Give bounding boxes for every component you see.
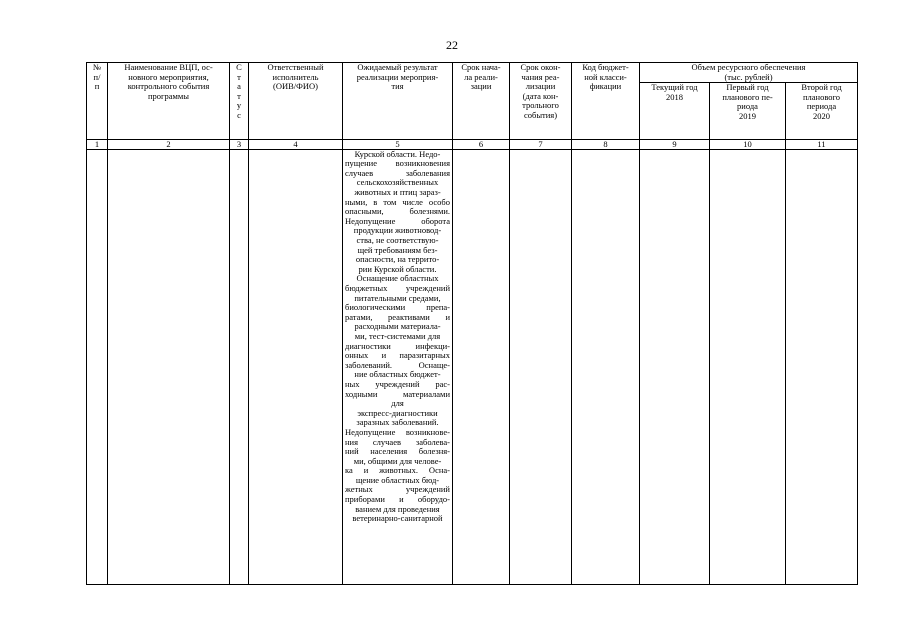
result-text-line: ми, тест-системами для [354, 330, 441, 341]
header-start-date: Срок нача- ла реали- зации [453, 63, 510, 140]
result-text-line: ветеринарно-санитарной [352, 513, 443, 524]
result-text-line: ратами, реактивами и [345, 311, 450, 322]
result-text-line: щей требованиям без- [357, 244, 438, 255]
column-number: 8 [572, 140, 640, 150]
result-text-line: ние областных бюджет- [354, 369, 441, 380]
result-text-line: ка и животных. Осна- [345, 465, 450, 476]
column-number: 3 [230, 140, 249, 150]
cell-start-date [453, 149, 510, 584]
result-text-line: ства, не соответствую- [356, 235, 439, 246]
result-text-line: онных и паразитарных [345, 350, 450, 361]
column-number: 4 [249, 140, 343, 150]
column-number: 2 [108, 140, 230, 150]
result-text-line: случаев заболевания [345, 167, 450, 178]
column-number-row [87, 140, 858, 150]
header-expected-result: Ожидаемый результат реализации мероприя- тия [343, 63, 453, 140]
result-text-line: биологическими препа- [345, 302, 450, 313]
table-row [87, 149, 858, 584]
result-text-line: диагностики инфекци- [345, 340, 450, 351]
header-number: № п/ п [87, 63, 108, 140]
header-name: Наименование ВЦП, ос- новного мероприятия, контрольного события программы [108, 63, 230, 140]
header-resource-group: Объем ресурсного обеспечения (тыс. рублей) [640, 63, 858, 83]
cell-year-2020 [786, 149, 858, 584]
result-text-line: животных и птиц зараз- [354, 187, 441, 198]
result-text-line: экспресс-диагностики [357, 407, 438, 418]
column-number: 11 [786, 140, 858, 150]
result-text-line: ными, в том числе особо [345, 196, 450, 207]
header-year-2020: Второй год планового периода 2020 [786, 83, 858, 140]
result-text-line: расходными материала- [354, 321, 441, 332]
header-status: С т а т у с [230, 63, 249, 140]
result-text-line: ных учреждений рас- [345, 378, 450, 389]
cell-year-2018 [640, 149, 710, 584]
header-year-2019: Первый год планового пе- риода 2019 [710, 83, 786, 140]
cell-responsible [249, 149, 343, 584]
result-text-line: пущение возникновения [345, 158, 450, 169]
result-text-line: Курской области. Недо- [354, 149, 441, 159]
cell-budget-code [572, 149, 640, 584]
header-year-2018: Текущий год 2018 [640, 83, 710, 140]
result-text-line: опасными, болезнями. [345, 206, 450, 217]
result-text-line: для [391, 398, 404, 409]
result-text-line: бюджетных учреждений [345, 283, 450, 293]
cell-name [108, 149, 230, 584]
cell-status [230, 149, 249, 584]
page-number: 22 [446, 38, 458, 52]
result-text-line: ния случаев заболева- [345, 436, 450, 447]
result-text-line: ходными материалами [345, 388, 450, 399]
column-number: 10 [710, 140, 786, 150]
cell-number [87, 149, 108, 584]
result-text-line: ванием для проведения [355, 503, 440, 514]
header-end-date: Срок окон- чания реа- лизации (дата кон- трольного события) [510, 63, 572, 140]
result-text-line: Недопущение возникнове- [345, 426, 450, 437]
cell-end-date [510, 149, 572, 584]
result-text-line: опасности, на террито- [355, 254, 440, 265]
column-number: 6 [453, 140, 510, 150]
result-text-line: заболеваний. Оснаще- [345, 359, 450, 370]
result-text-line: ми, общими для челове- [353, 455, 442, 466]
cell-year-2019 [710, 149, 786, 584]
program-table [86, 62, 858, 585]
column-number: 1 [87, 140, 108, 150]
column-number: 7 [510, 140, 572, 150]
cell-expected-result [343, 149, 453, 584]
result-text-line: рии Курской области. [358, 263, 437, 274]
header-budget-code: Код бюджет- ной класси- фикации [572, 63, 640, 140]
column-number: 5 [343, 140, 453, 150]
column-number: 9 [640, 140, 710, 150]
result-text-line: Оснащение областных [356, 273, 439, 284]
result-text-line: сельскохозяйственных [356, 177, 439, 188]
result-text-line: приборами и оборудо- [345, 494, 450, 505]
result-text-line: заразных заболеваний. [356, 417, 439, 428]
header-responsible: Ответственный исполнитель (ОИВ/ФИО) [249, 63, 343, 140]
result-text-line: щение областных бюд- [355, 474, 440, 485]
result-text-line: жетных учреждений [345, 484, 450, 495]
result-text-line: питательными средами, [354, 292, 441, 303]
result-text-line: ний населения болезня- [345, 446, 450, 457]
result-text-line: Недопущение оборота [345, 215, 450, 226]
result-text-line: продукции животновод- [353, 225, 442, 236]
